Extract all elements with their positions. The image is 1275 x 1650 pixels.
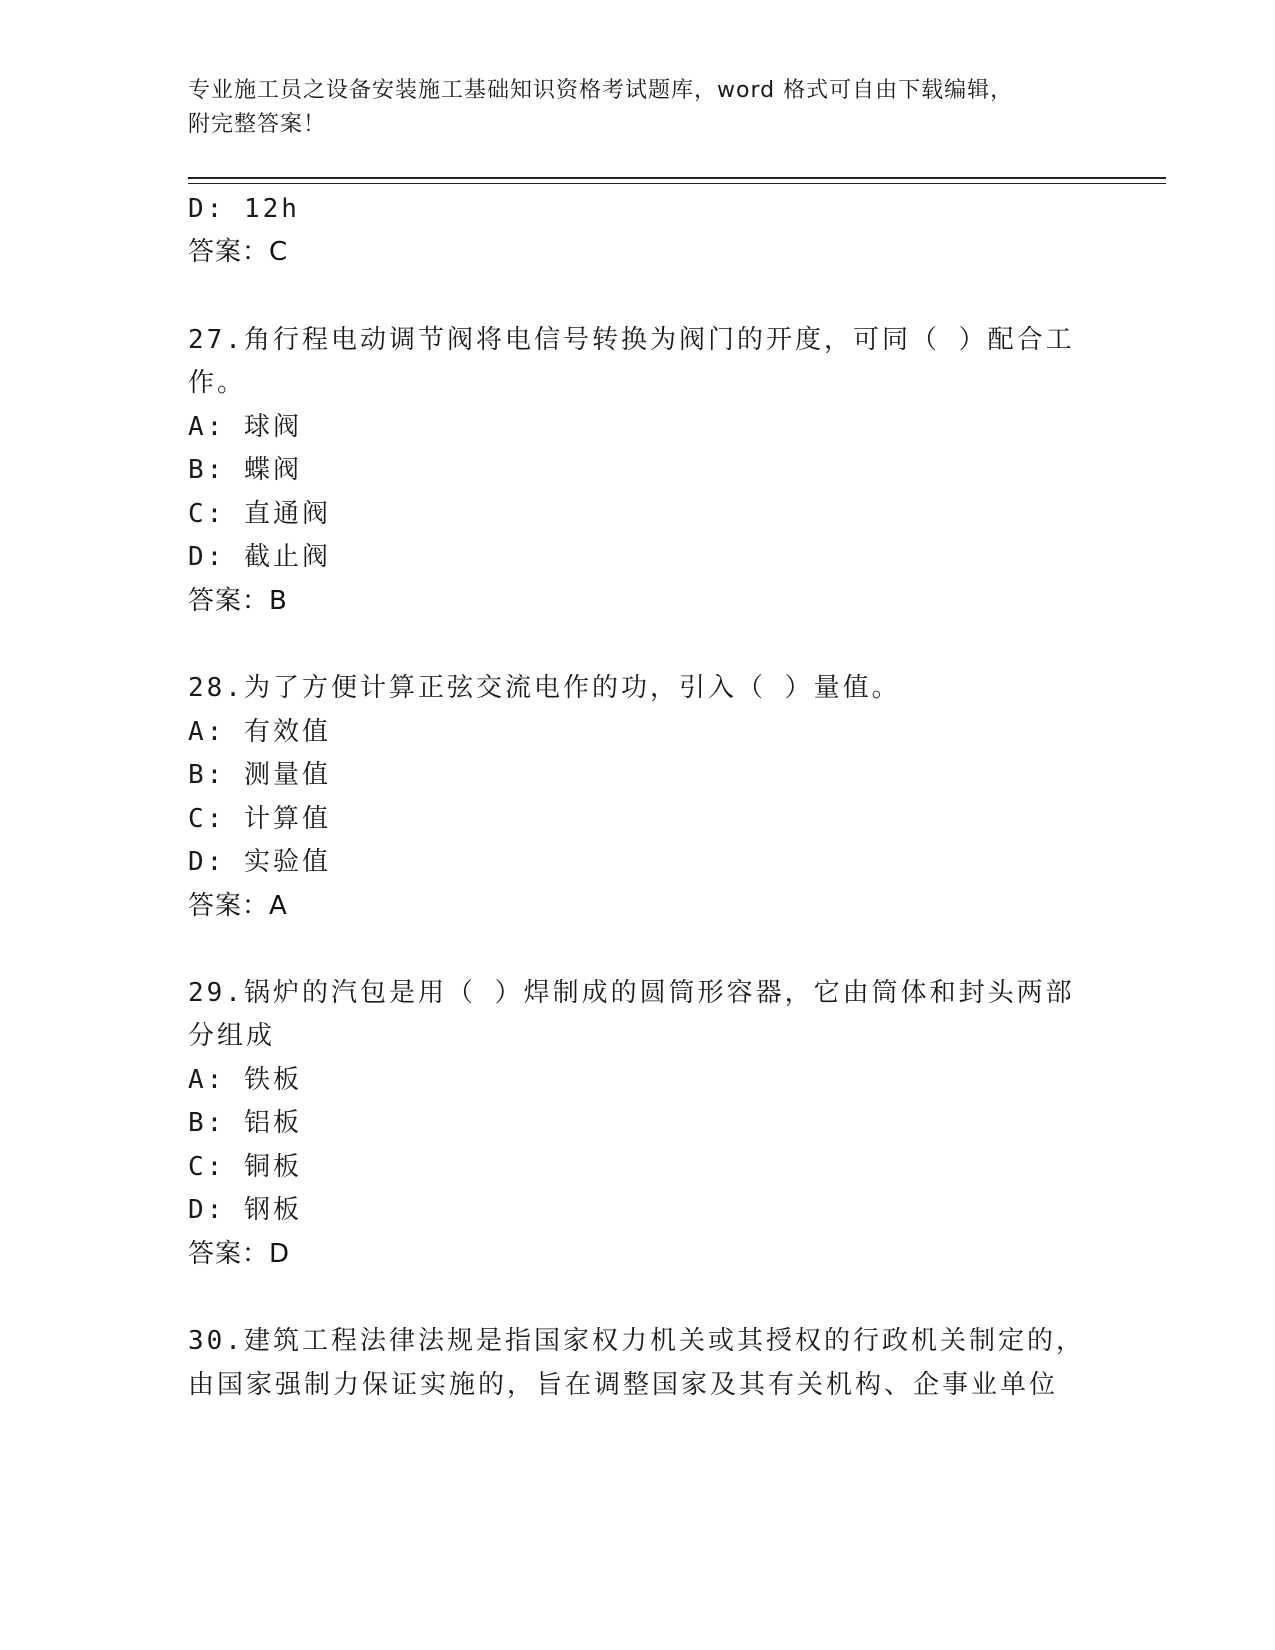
document-header [188, 74, 1068, 142]
q27-option-b: B: 蝶阀 [188, 455, 302, 485]
q27-answer: 答案：B [188, 586, 288, 616]
q28-option-c: C: 计算值 [188, 804, 331, 834]
prev-option-d: D: 12h [188, 194, 300, 224]
q28-option-b: B: 测量值 [188, 760, 331, 790]
q29-stem-line-1: 29.锅炉的汽包是用（ ）焊制成的圆筒形容器，它由筒体和封头两部 [188, 978, 1075, 1008]
q29-option-c: C: 铜板 [188, 1152, 302, 1182]
q27-option-c: C: 直通阀 [188, 499, 331, 529]
q29-answer: 答案：D [188, 1239, 291, 1269]
q29-stem-line-2: 分组成 [188, 1021, 276, 1051]
q29-option-d: D: 钢板 [188, 1195, 302, 1225]
q27-option-d: D: 截止阀 [188, 542, 331, 572]
q30-stem-line-2: 由国家强制力保证实施的，旨在调整国家及其有关机构、企事业单位 [188, 1370, 1059, 1400]
q30-stem-line-1: 30.建筑工程法律法规是指国家权力机关或其授权的行政机关制定的， [188, 1326, 1085, 1356]
q29-option-a: A: 铁板 [188, 1065, 302, 1095]
q27-stem-line-1: 27.角行程电动调节阀将电信号转换为阀门的开度，可同（ ）配合工 [188, 325, 1075, 355]
header-divider-thin [188, 183, 1166, 184]
header-line-2: 附完整答案！ [188, 112, 327, 137]
q28-answer: 答案：A [188, 891, 288, 921]
q28-stem-line-1: 28.为了方便计算正弦交流电作的功，引入（ ）量值。 [188, 673, 901, 703]
prev-answer: 答案：C [188, 237, 289, 267]
q28-option-d: D: 实验值 [188, 847, 331, 877]
header-line-1: 专业施工员之设备安装施工基础知识资格考试题库，word 格式可自由下载编辑， [188, 78, 1014, 103]
q29-option-b: B: 铝板 [188, 1108, 302, 1138]
header-divider-thick [188, 177, 1166, 179]
q27-stem-line-2: 作。 [188, 368, 247, 398]
q27-option-a: A: 球阀 [188, 412, 302, 442]
q28-option-a: A: 有效值 [188, 717, 331, 747]
